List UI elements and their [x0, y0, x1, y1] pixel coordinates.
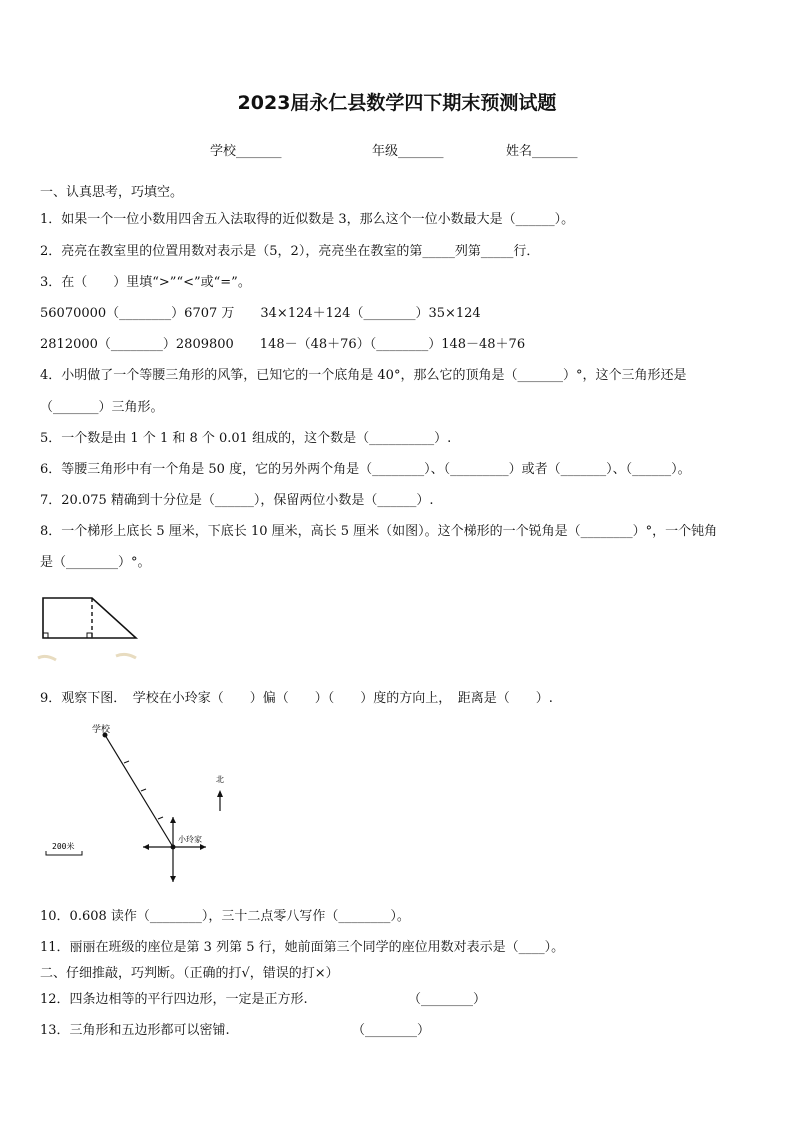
- route-tick-3: [158, 817, 163, 819]
- question-7: 7．20.075 精确到十分位是（______），保留两位小数是（______）.: [40, 493, 434, 508]
- question-4-line-1: 4．小明做了一个等腰三角形的风筝，已知它的一个底角是 40°，那么它的顶角是（_______）°，这个三角形还是: [40, 368, 687, 383]
- question-5: 5．一个数是由 1 个 1 和 8 个 0.01 组成的，这个数是（__________）.: [40, 431, 452, 446]
- question-8-line-2: 是（________）°。: [40, 555, 151, 570]
- section-2-heading: 二、仔细推敲，巧判断。（正确的打√，错误的打×）: [40, 966, 339, 981]
- home-map-label: 小玲家: [178, 835, 202, 844]
- scan-smudge: [38, 654, 136, 660]
- arrow-left: [143, 844, 149, 850]
- name-field: 姓名_______: [506, 144, 578, 159]
- grade-field: 年级_______: [372, 144, 444, 159]
- route-line: [105, 735, 173, 847]
- question-1: 1．如果一个一位小数用四舍五入法取得的近似数是 3，那么这个一位小数最大是（______）。: [40, 212, 575, 227]
- arrow-right: [200, 844, 206, 850]
- north-arrow-icon: [217, 790, 223, 797]
- trapezoid-figure: [36, 588, 146, 668]
- question-3: 3．在（ ）里填“>”“<”或“=”。: [40, 275, 251, 290]
- arrow-up: [170, 817, 176, 823]
- question-12-answer-blank: （________）: [408, 992, 487, 1007]
- question-12: 12．四条边相等的平行四边形，一定是正方形.: [40, 992, 308, 1007]
- trapezoid-outline: [43, 598, 136, 638]
- north-label: 北: [216, 775, 224, 784]
- route-tick-1: [124, 761, 129, 763]
- home-point: [171, 845, 176, 850]
- arrow-down: [170, 876, 176, 882]
- question-13: 13．三角形和五边形都可以密铺.: [40, 1023, 230, 1038]
- school-map-label: 学校: [92, 725, 111, 735]
- scale-bar: [46, 851, 82, 855]
- scale-label: 200米: [52, 842, 75, 851]
- question-3-row-2: 2812000（________）2809800 148－（48＋76）（________）148－48＋76: [40, 337, 526, 352]
- direction-map: [40, 720, 260, 890]
- school-field: 学校_______: [210, 144, 282, 159]
- route-tick-2: [141, 789, 146, 791]
- question-2: 2．亮亮在教室里的位置用数对表示是（5，2），亮亮坐在教室的第_____列第_____行．: [40, 244, 540, 259]
- question-6: 6．等腰三角形中有一个角是 50 度，它的另外两个角是（________）、（_________）或者（_______）、（______）。: [40, 462, 691, 477]
- question-4-line-2: （_______）三角形。: [40, 400, 164, 415]
- question-10: 10．0.608 读作（________），三十二点零八写作（________）。: [40, 909, 410, 924]
- section-1-heading: 一、认真思考，巧填空。: [40, 185, 184, 200]
- question-3-row-1: 56070000（________）6707 万 34×124＋124（________）35×124: [40, 306, 481, 321]
- question-13-answer-blank: （________）: [352, 1023, 431, 1038]
- question-9: 9．观察下图． 学校在小玲家（ ）偏（ ）（ ）度的方向上， 距离是（ ）.: [40, 691, 553, 706]
- question-11: 11．丽丽在班级的座位是第 3 列第 5 行，她前面第三个同学的座位用数对表示是（____）。: [40, 940, 565, 955]
- page-title: 2023届永仁县数学四下期末预测试题: [237, 92, 557, 114]
- question-8-line-1: 8．一个梯形上底长 5 厘米，下底长 10 厘米，高长 5 厘米（如图）。这个梯形的一个锐角是（________）°，一个钝角: [40, 524, 718, 539]
